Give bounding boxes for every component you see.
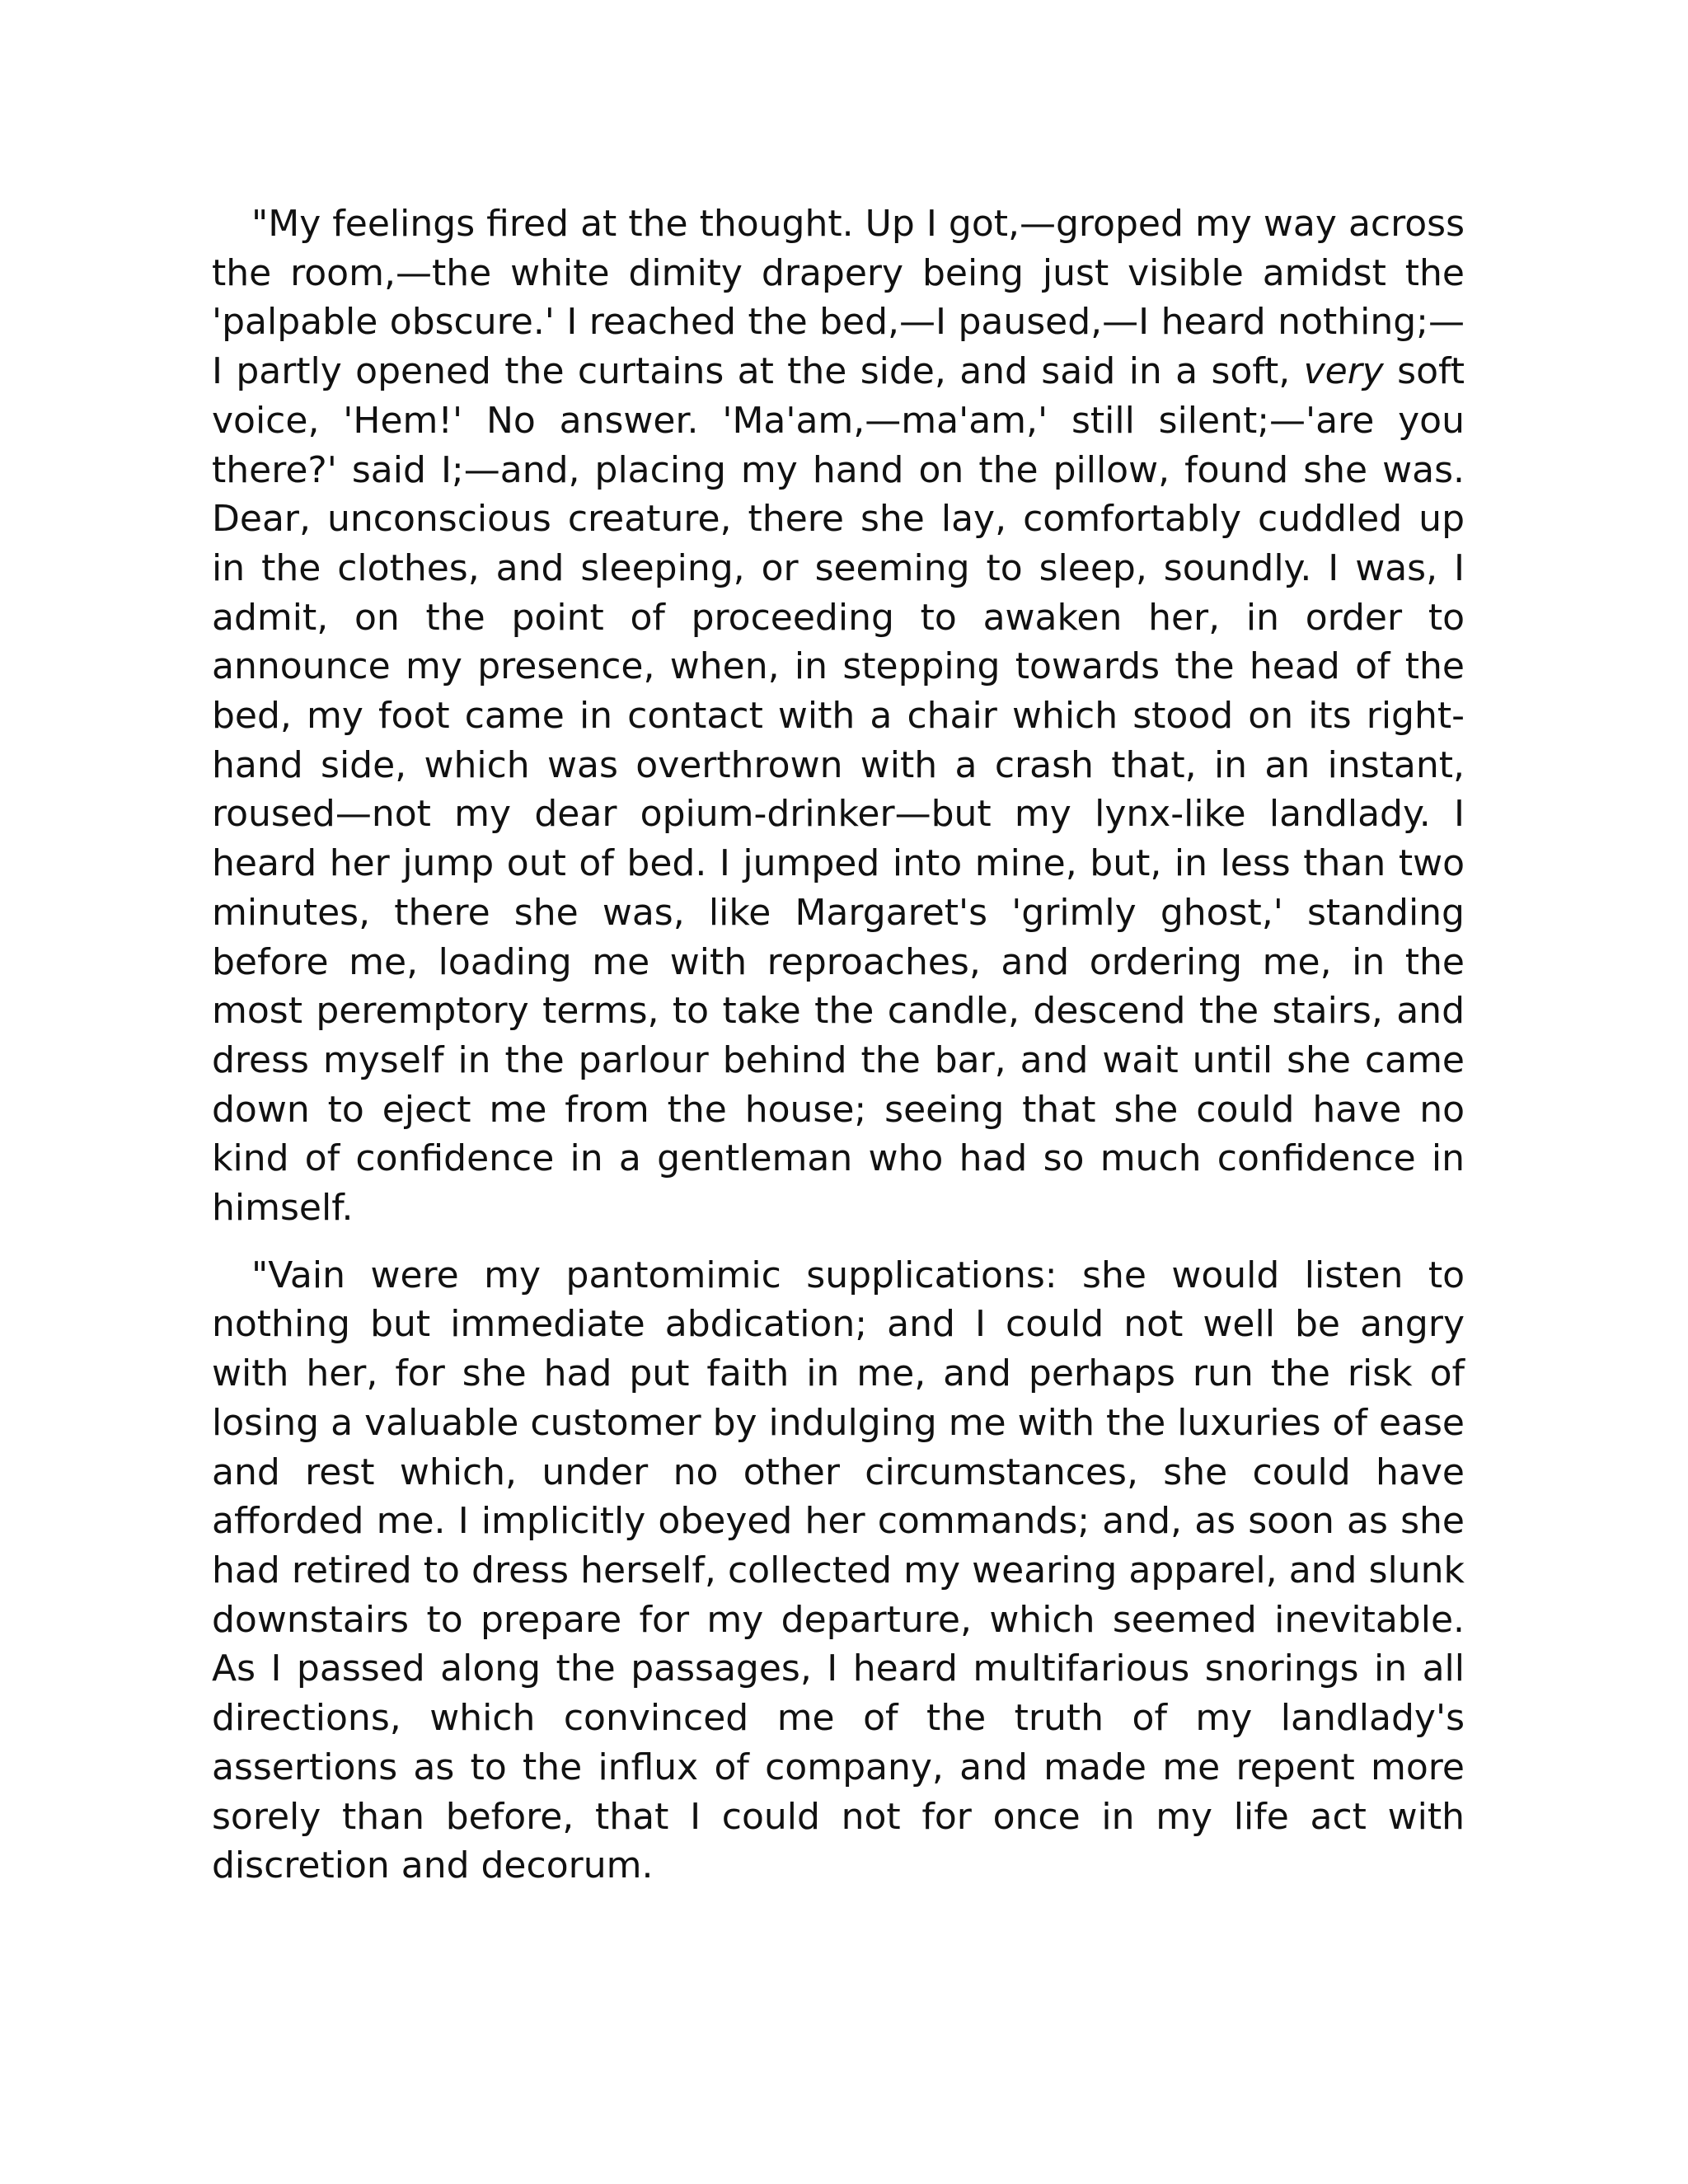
paragraph-1-text-a: "My feelings fired at the thought. Up I got,—groped my way across the room,—the white dimity drapery being just visible amidst the 'palpable obscure.' I reached the bed,—I paused,—I heard nothing;—I partly opened the curtains at the side, and said in a soft, xyxy=(212,203,1465,393)
paragraph-1 xyxy=(212,199,1465,1233)
paragraph-1-italic-very: very xyxy=(1303,350,1384,393)
page-body xyxy=(212,199,1465,1891)
paragraph-2-text: "Vain were my pantomimic supplications: she would listen to nothing but immediate abdication; and I could not well be angry with her, for she had put faith in me, and perhaps run the risk of losing a valuable customer by indulging me with the luxuries of ease and rest which, under no other circumstances, she could have afforded me. I implicitly obeyed her commands; and, as soon as she had retired to dress herself, collected my wearing apparel, and slunk downstairs to prepare for my departure, which seemed inevitable. As I passed along the passages, I heard multifarious snorings in all directions, which convinced me of the truth of my landlady's assertions as to the influx of company, and made me repent more sorely than before, that I could not for once in my life act with discretion and decorum. xyxy=(212,1254,1465,1887)
paragraph-1-text-b: soft voice, 'Hem!' No answer. 'Ma'am,—ma'am,' still silent;—'are you there?' said I;—and, placing my hand on the pillow, found she was. Dear, unconscious creature, there she lay, comfortably cuddled up in the clothes, and sleeping, or seeming to sleep, soundly. I was, I admit, on the point of proceeding to awaken her, in order to announce my presence, when, in stepping towards the head of the bed, my foot came in contact with a chair which stood on its right-hand side, which was overthrown with a crash that, in an instant, roused—not my dear opium-drinker—but my lynx-like landlady. I heard her jump out of bed. I jumped into mine, but, in less than two minutes, there she was, like Margaret's 'grimly ghost,' standing before me, loading me with reproaches, and ordering me, in the most peremptory terms, to take the candle, descend the stairs, and dress myself in the parlour behind the bar, and wait until she came down to eject me from the house; seeing that she could have no kind of confidence in a gentleman who had so much confidence in himself. xyxy=(212,350,1465,1230)
paragraph-2 xyxy=(212,1251,1465,1891)
